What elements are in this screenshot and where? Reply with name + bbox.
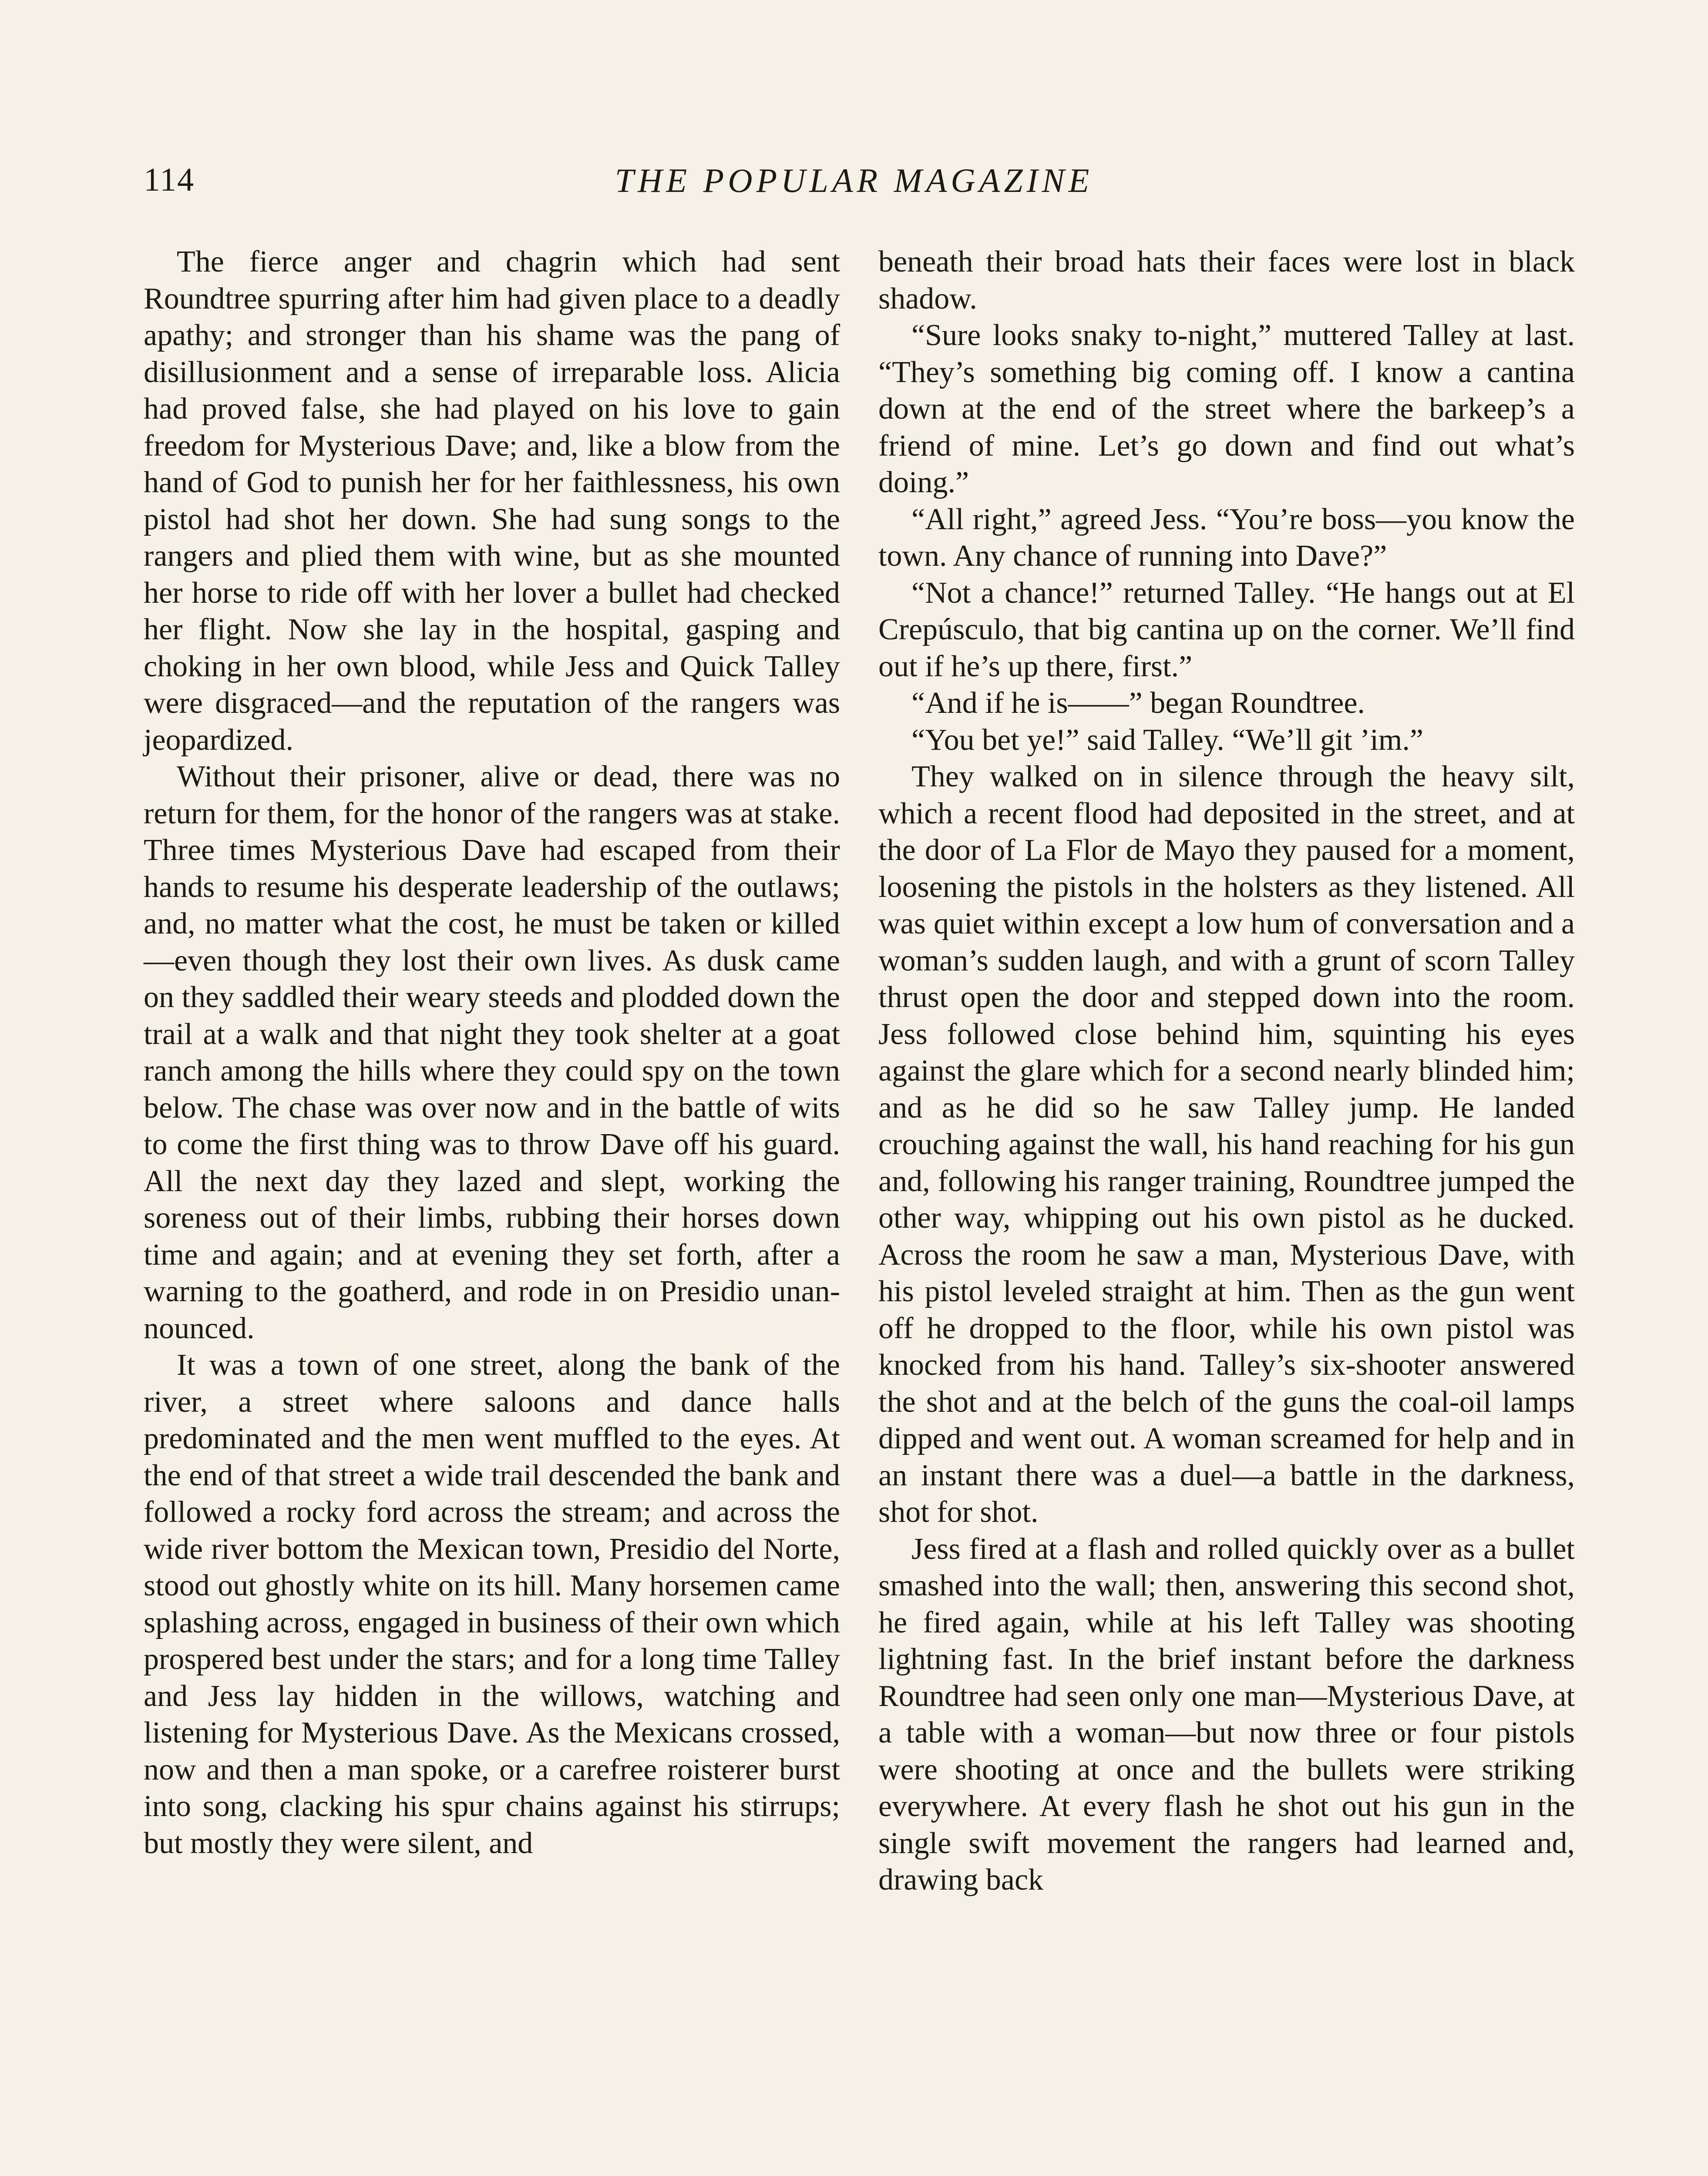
paragraph: “Not a chance!” returned Talley. “He hangs out at El Crepúsculo, that big cantina up on the corner. We’ll find out if he’s up there, first.” [878,576,1575,683]
paragraph: The fierce anger and chagrin which had sent Roundtree spurring after him had given place to a deadly apathy; and stronger than his shame was the pang of disillusionment and a sense of irreparable loss. Alicia had proved false, she had played on his love to gain freedom for Mysterious Dave; and, like a blow from the hand of God to punish her for her faithlessness, his own pistol had shot her down. She had sung songs to the rangers and plied them with wine, but as she mounted her horse to ride off with her lover a bullet had checked her flight. Now she lay in the hospital, gasping and choking in her own blood, while Jess and Quick Talley were disgraced—and the reputation of the rangers was jeopardized. [144,245,840,757]
page-header [144,161,1564,213]
paragraph: “All right,” agreed Jess. “You’re boss—you know the town. Any chance of running into Dave?” [878,502,1575,573]
page-number: 114 [144,161,195,198]
left-column [144,244,840,1862]
paragraph: It was a town of one street, along the bank of the river, a street where saloons and dance halls predominated and the men went muffled to the eyes. At the end of that street a wide trail descended the bank and followed a rocky ford across the stream; and across the wide river bottom the Mexican town, Presidio del Norte, stood out ghostly white on its hill. Many horsemen came splashing across, engaged in business of their own which prospered best under the stars; and for a long time Talley and Jess lay hidden in the willows, watching and listening for Mysterious Dave. As the Mexicans crossed, now and then a man spoke, or a carefree roisterer burst into song, clacking his spur chains against his stirrups; but mostly they were silent, and [144,1348,840,1860]
paragraph-continued: beneath their broad hats their faces were lost in black shadow. [878,245,1575,316]
paragraph: “Sure looks snaky to-night,” muttered Talley at last. “They’s something big coming off. I know a cantina down at the end of the street where the barkeep’s a friend of mine. Let’s go down and find out what’s doing.” [878,319,1575,499]
paragraph: Jess fired at a flash and rolled quickly over as a bullet smashed into the wall; then, answering this second shot, he fired again, while at his left Talley was shooting lightning fast. In the brief instant before the darkness Roundtree had seen only one man—Mysterious Dave, at a table with a woman—but now three or four pistols were shooting at once and the bullets were striking everywhere. At every flash he shot out his gun in the single swift movement the rangers had learned and, drawing back [878,1532,1575,1897]
right-column [878,244,1575,1899]
running-title: THE POPULAR MAGAZINE [615,161,1093,199]
paragraph: “You bet ye!” said Talley. “We’ll git ’im.” [911,723,1423,757]
paragraph: They walked on in silence through the heavy silt, which a recent flood had deposited in the street, and at the door of La Flor de Mayo they paused for a moment, loosening the pistols in the holsters as they listened. All was quiet within except a low hum of conversation and a woman’s sudden laugh, and with a grunt of scorn Talley thrust open the door and stepped down into the room. Jess followed close behind him, squinting his eyes against the glare which for a second nearly blinded him; and as he did so he saw Talley jump. He landed crouching against the wall, his hand reaching for his gun and, following his ranger training, Roundtree jumped the other way, whipping out his own pistol as he ducked. Across the room he saw a man, Mysterious Dave, with his pistol leveled straight at him. Then as the gun went off he dropped to the floor, while his own pistol was knocked from his hand. Talley’s six-shooter answered the shot and at the belch of the guns the coal-oil lamps dipped and went out. A woman screamed for help and in an instant there was a duel—a battle in the darkness, shot for shot. [878,760,1575,1529]
paragraph: “And if he is——” began Roundtree. [911,686,1365,720]
paragraph: Without their prisoner, alive or dead, there was no return for them, for the honor of the rangers was at stake. Three times Mysterious Dave had escaped from their hands to resume his desperate leadership of the outlaws; and, no matter what the cost, he must be taken or killed—even though they lost their own lives. As dusk came on they saddled their weary steeds and plodded down the trail at a walk and that night they took shelter at a goat ranch among the hills where they could spy on the town below. The chase was over now and in the battle of wits to come the first thing was to throw Dave off his guard. All the next day they lazed and slept, working the soreness out of their limbs, rubbing their horses down time and again; and at evening they set forth, after a warning to the goatherd, and rode in on Presidio unannounced. [144,760,840,1345]
